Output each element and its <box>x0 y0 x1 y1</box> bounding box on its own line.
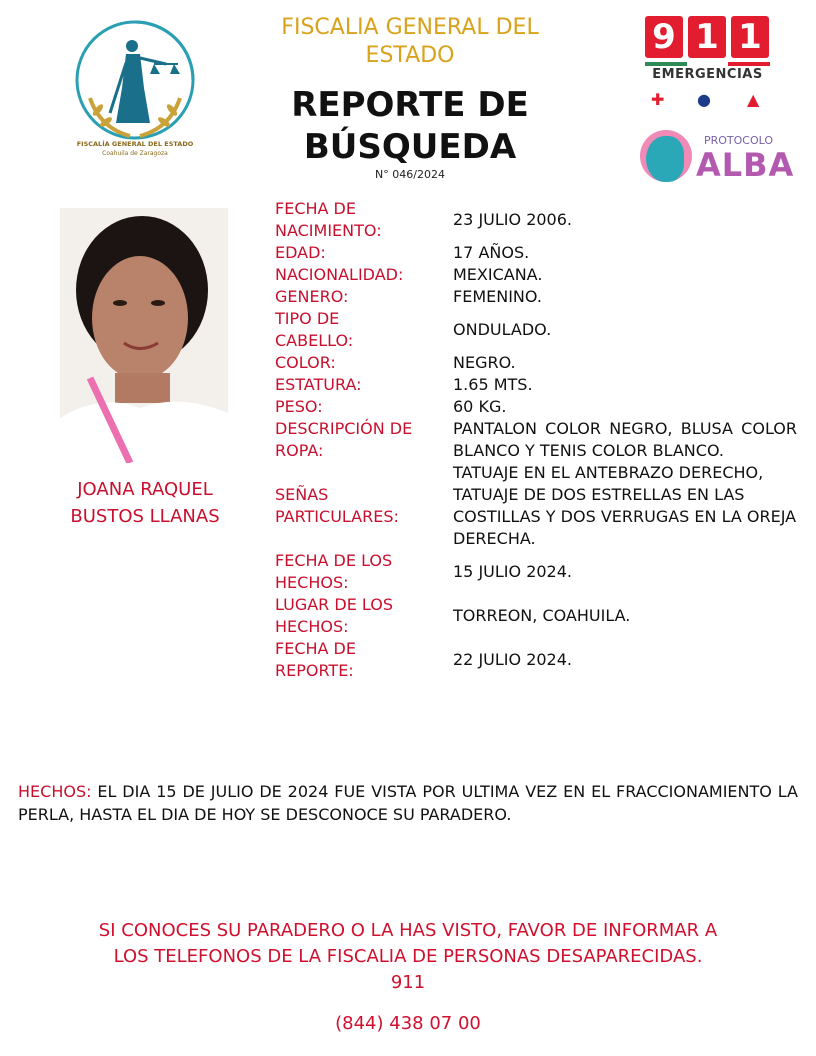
person-name-line1: JOANA RAQUEL <box>77 479 213 500</box>
row-fecha-reporte <box>275 638 797 682</box>
value-nacionalidad: MEXICANA. <box>453 265 543 284</box>
value-fecha-reporte: 22 JULIO 2024. <box>453 650 572 669</box>
row-genero <box>275 286 797 308</box>
phone-number: (844) 438 07 00 <box>335 1013 481 1034</box>
value-fecha-nacimiento: 23 JULIO 2006. <box>453 210 572 229</box>
value-color: NEGRO. <box>453 353 516 372</box>
cta-line2: LOS TELEFONOS DE LA FISCALIA DE PERSONAS DESAPARECIDAS. <box>113 946 703 967</box>
woman-silhouette-icon <box>646 136 684 182</box>
row-lugar-hechos <box>275 594 797 638</box>
person-name <box>30 476 260 530</box>
hechos-paragraph <box>18 780 798 826</box>
folio-number: N° 046/2024 <box>375 168 445 181</box>
page-title: REPORTE DE BÚSQUEDA <box>291 85 529 167</box>
value-estatura: 1.65 MTS. <box>453 375 533 394</box>
value-edad: 17 AÑOS. <box>453 243 530 262</box>
row-ropa <box>275 418 797 462</box>
logo-state-text: Coahuila de Zaragoza <box>102 150 168 157</box>
row-color <box>275 352 797 374</box>
label-fecha-reporte: FECHA DE REPORTE: <box>275 639 356 680</box>
person-info-table <box>275 198 797 682</box>
cta-line1: SI CONOCES SU PARADERO O LA HAS VISTO, FAVOR DE INFORMAR A <box>98 920 718 941</box>
justice-statue-icon <box>70 18 200 143</box>
value-lugar-hechos: TORREON, COAHUILA. <box>453 606 631 625</box>
value-senas: TATUAJE EN EL ANTEBRAZO DERECHO, TATUAJE DE DOS ESTRELLAS EN LAS COSTILLAS Y DOS VERRUGAS EN LA OREJA DERECHA. <box>453 463 797 548</box>
red-cross-icon: ✚ <box>651 90 665 109</box>
label-genero: GENERO: <box>275 287 349 306</box>
logo-agency-text: FISCALÍA GENERAL DEL ESTADO <box>76 140 194 148</box>
value-genero: FEMENINO. <box>453 287 542 306</box>
person-photo <box>60 208 228 463</box>
label-peso: PESO: <box>275 397 323 416</box>
value-tipo-cabello: ONDULADO. <box>453 320 552 339</box>
label-tipo-cabello: TIPO DE CABELLO: <box>275 309 354 350</box>
emergencias-label: EMERGENCIAS <box>652 67 763 82</box>
label-fecha-hechos: FECHA DE LOS HECHOS: <box>275 551 393 592</box>
flag-stripe <box>645 62 770 66</box>
row-tipo-cabello <box>275 308 797 352</box>
protocolo-alba-logo <box>638 128 795 188</box>
alba-protocol-label: PROTOCOLO <box>704 134 774 147</box>
label-nacionalidad: NACIONALIDAD: <box>275 265 404 284</box>
digit-1: 1 <box>688 16 726 58</box>
hechos-text: EL DIA 15 DE JULIO DE 2024 FUE VISTA POR ULTIMA VEZ EN EL FRACCIONAMIENTO LA PERLA, HASTA EL DIA DE HOY SE DESCONOCE SU PARADERO. <box>18 782 799 824</box>
call-to-action <box>20 918 796 996</box>
emergencias-911-logo <box>645 16 770 111</box>
value-ropa: PANTALON COLOR NEGRO, BLUSA COLOR BLANCO Y TENIS COLOR BLANCO. <box>453 419 797 460</box>
agency-name: FISCALIA GENERAL DEL ESTADO <box>281 15 539 68</box>
label-color: COLOR: <box>275 353 336 372</box>
label-lugar-hechos: LUGAR DE LOS HECHOS: <box>275 595 393 636</box>
row-fecha-hechos <box>275 550 797 594</box>
row-senas <box>275 462 797 550</box>
label-ropa: DESCRIPCIÓN DE ROPA: <box>275 419 413 460</box>
row-edad <box>275 242 797 264</box>
label-estatura: ESTATURA: <box>275 375 362 394</box>
digit-9: 9 <box>645 16 683 58</box>
value-peso: 60 KG. <box>453 397 507 416</box>
row-nacionalidad <box>275 264 797 286</box>
hechos-label: HECHOS: <box>18 782 92 801</box>
digit-1b: 1 <box>731 16 769 58</box>
person-name-line2: BUSTOS LLANAS <box>70 506 220 527</box>
label-fecha-nacimiento: FECHA DE NACIMIENTO: <box>275 199 382 240</box>
cta-911: 911 <box>390 972 426 993</box>
police-cap-icon: ● <box>697 90 711 109</box>
value-fecha-hechos: 15 JULIO 2024. <box>453 562 572 581</box>
alba-name-label: ALBA <box>696 146 795 184</box>
row-peso <box>275 396 797 418</box>
fire-icon: ▲ <box>747 90 760 109</box>
label-edad: EDAD: <box>275 243 326 262</box>
label-senas: SEÑAS PARTICULARES: <box>275 485 399 526</box>
row-estatura <box>275 374 797 396</box>
row-fecha-nacimiento <box>275 198 797 242</box>
